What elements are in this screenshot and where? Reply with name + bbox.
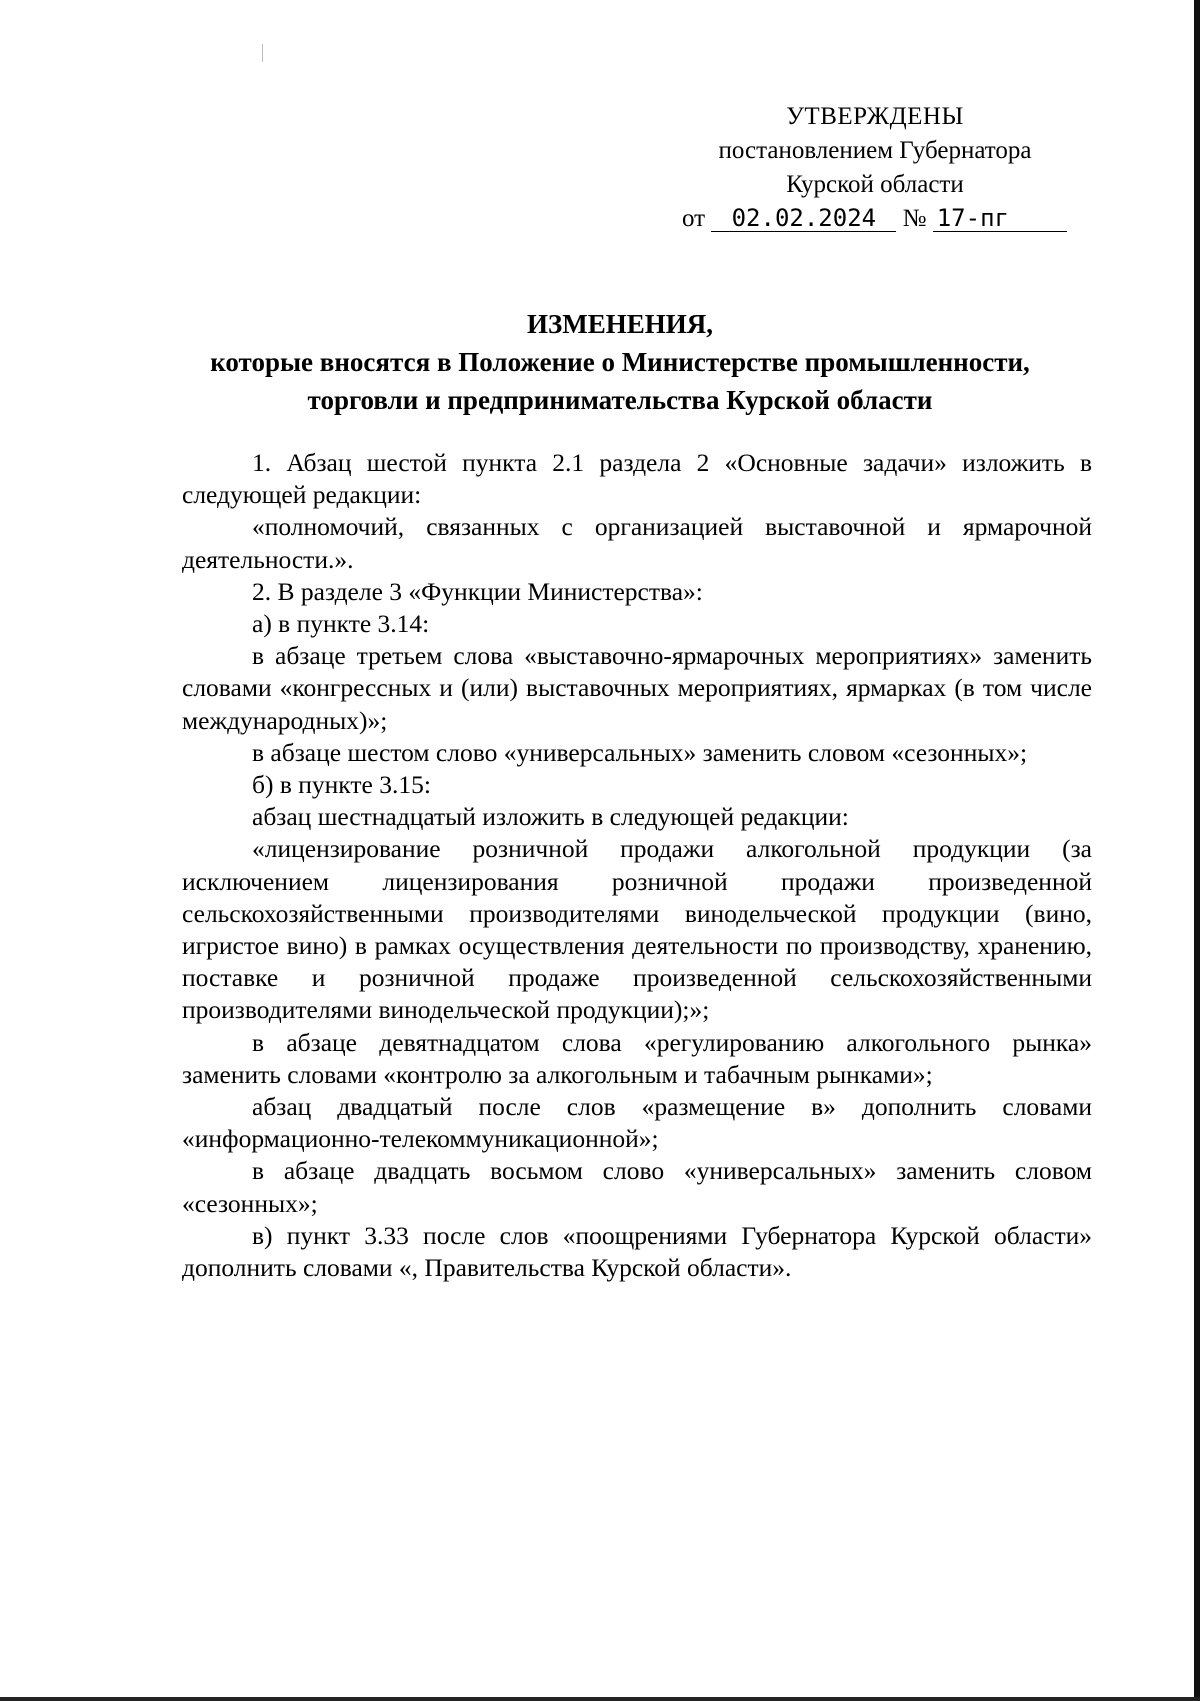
paragraph: а) в пункте 3.14: <box>252 609 430 639</box>
number-sign: № <box>902 205 927 232</box>
paragraph: 2. В разделе 3 «Функции Министерства»: <box>252 576 703 606</box>
paragraph: в абзаце третьем слова «выставочно-ярмарочных мероприятиях» заменить словами «конгрессных и (или) выставочных мероприятиях, ярмарках (в том числе международных)»; <box>182 641 1092 735</box>
paragraph: «лицензирование розничной продажи алкогольной продукции (за исключением лицензирования розничной продажи произведенной сельскохозяйственными производителями винодельческой продукции (вино, игристое вино) в рамках осуществления деятельности по производству, хранению, поставке и розничной продаже произведенной сельскохозяйственными производителями винодельческой продукции);»; <box>182 834 1092 1025</box>
paragraph: абзац двадцатый после слов «размещение в» дополнить словами «информационно-телекоммуникационной»; <box>182 1092 1092 1154</box>
paragraph: б) в пункте 3.15: <box>252 770 431 800</box>
title-line-2: торговли и предпринимательства Курской области <box>307 385 933 415</box>
paragraph: абзац шестнадцатый изложить в следующей редакции: <box>252 802 849 832</box>
scan-artifact <box>262 44 263 62</box>
title-heading: ИЗМЕНЕНИЯ, <box>526 309 713 339</box>
paragraph: в абзаце девятнадцатом слова «регулированию алкогольного рынка» заменить словами «контролю за алкогольным и табачным рынками»; <box>182 1027 1092 1089</box>
approval-block <box>660 100 1090 202</box>
approval-authority: постановлением Губернатора <box>718 137 1032 164</box>
document-body <box>182 447 1092 1284</box>
paragraph: 1. Абзац шестой пункта 2.1 раздела 2 «Основные задачи» изложить в следующей редакции: <box>182 448 1092 510</box>
paragraph: в абзаце двадцать восьмом слово «универсальных» заменить словом «сезонных»; <box>182 1156 1092 1218</box>
paragraph: в абзаце шестом слово «универсальных» заменить словом «сезонных»; <box>252 737 1028 767</box>
paragraph: «полномочий, связанных с организацией выставочной и ярмарочной деятельности.». <box>182 512 1092 574</box>
date-prefix: от <box>682 205 706 232</box>
approval-date-line <box>682 202 1102 236</box>
scan-edge-right <box>1194 0 1200 1701</box>
approval-date: 02.02.2024 <box>711 205 896 232</box>
approval-region: Курской области <box>786 171 964 198</box>
title-line-1: которые вносятся в Положение о Министерстве промышленности, <box>210 347 1030 377</box>
approval-number: 17-пг <box>933 205 1067 232</box>
paragraph: в) пункт 3.33 после слов «поощрениями Губернатора Курской области» дополнить словами «, Правительства Курской области». <box>182 1220 1092 1283</box>
scan-edge-bottom <box>0 1697 1200 1701</box>
approval-heading: УТВЕРЖДЕНЫ <box>786 103 964 130</box>
document-title <box>160 305 1080 419</box>
